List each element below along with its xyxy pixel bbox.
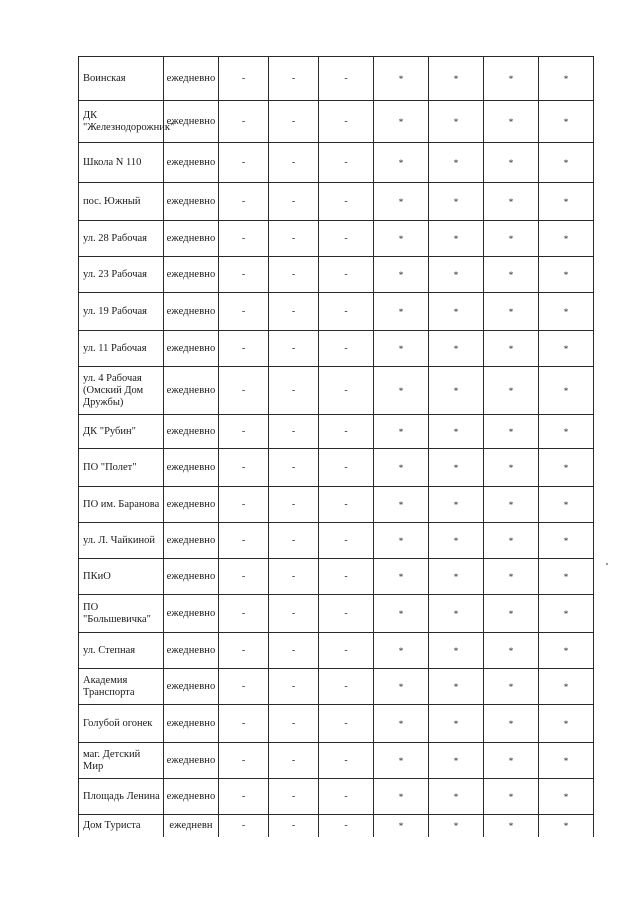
frequency-cell: ежедневно [164, 183, 219, 221]
asterisk-mark-cell: * [484, 415, 539, 449]
asterisk-mark-cell: * [539, 523, 594, 559]
table-row [79, 743, 594, 779]
dash-mark-cell: - [319, 779, 374, 815]
table-row [79, 523, 594, 559]
asterisk-mark-cell: * [374, 101, 429, 143]
asterisk-mark-cell: * [374, 559, 429, 595]
dash-mark-cell: - [219, 143, 269, 183]
dash-mark-cell: - [219, 633, 269, 669]
asterisk-mark-cell: * [429, 183, 484, 221]
dash-mark-cell: - [219, 57, 269, 101]
asterisk-mark-cell: * [539, 331, 594, 367]
dash-mark-cell: - [319, 143, 374, 183]
frequency-cell: ежедневно [164, 415, 219, 449]
dash-mark-cell: - [219, 559, 269, 595]
frequency-cell: ежедневно [164, 633, 219, 669]
dash-mark-cell: - [219, 449, 269, 487]
asterisk-mark-cell: * [539, 183, 594, 221]
asterisk-mark-cell: * [429, 415, 484, 449]
asterisk-mark-cell: * [539, 705, 594, 743]
asterisk-mark-cell: * [484, 633, 539, 669]
dash-mark-cell: - [269, 57, 319, 101]
stop-name-cell: Площадь Ленина [79, 779, 164, 815]
frequency-cell: ежедневно [164, 143, 219, 183]
dash-mark-cell: - [219, 183, 269, 221]
asterisk-mark-cell: * [429, 743, 484, 779]
frequency-cell: ежедневно [164, 367, 219, 415]
table-row [79, 633, 594, 669]
dash-mark-cell: - [319, 367, 374, 415]
asterisk-mark-cell: * [374, 449, 429, 487]
table-row [79, 449, 594, 487]
dash-mark-cell: - [319, 415, 374, 449]
asterisk-mark-cell: * [374, 779, 429, 815]
table-row [79, 559, 594, 595]
stop-name-cell: Дом Туриста [79, 815, 164, 837]
dash-mark-cell: - [219, 779, 269, 815]
asterisk-mark-cell: * [484, 669, 539, 705]
asterisk-mark-cell: * [429, 101, 484, 143]
stop-name-cell: ул. 28 Рабочая [79, 221, 164, 257]
table-row [79, 143, 594, 183]
dash-mark-cell: - [269, 743, 319, 779]
stop-name-cell: ул. Степная [79, 633, 164, 669]
dash-mark-cell: - [319, 293, 374, 331]
table-row [79, 331, 594, 367]
stops-schedule-table [78, 56, 594, 837]
frequency-cell: ежедневно [164, 669, 219, 705]
dash-mark-cell: - [269, 669, 319, 705]
asterisk-mark-cell: * [484, 449, 539, 487]
dash-mark-cell: - [319, 669, 374, 705]
asterisk-mark-cell: * [484, 367, 539, 415]
frequency-cell: ежедневно [164, 705, 219, 743]
stop-name-cell: ПО им. Баранова [79, 487, 164, 523]
dash-mark-cell: - [269, 815, 319, 837]
asterisk-mark-cell: * [374, 669, 429, 705]
asterisk-mark-cell: * [539, 743, 594, 779]
asterisk-mark-cell: * [374, 293, 429, 331]
dash-mark-cell: - [219, 257, 269, 293]
table-row [79, 293, 594, 331]
frequency-cell: ежедневно [164, 101, 219, 143]
dash-mark-cell: - [219, 487, 269, 523]
dash-mark-cell: - [319, 705, 374, 743]
dash-mark-cell: - [219, 331, 269, 367]
dash-mark-cell: - [219, 101, 269, 143]
frequency-cell: ежедневно [164, 449, 219, 487]
scan-speck [606, 563, 608, 565]
table-row [79, 183, 594, 221]
asterisk-mark-cell: * [374, 595, 429, 633]
dash-mark-cell: - [269, 101, 319, 143]
asterisk-mark-cell: * [429, 367, 484, 415]
asterisk-mark-cell: * [484, 487, 539, 523]
dash-mark-cell: - [219, 815, 269, 837]
frequency-cell: ежедневно [164, 331, 219, 367]
asterisk-mark-cell: * [429, 595, 484, 633]
dash-mark-cell: - [319, 257, 374, 293]
asterisk-mark-cell: * [539, 221, 594, 257]
asterisk-mark-cell: * [484, 815, 539, 837]
asterisk-mark-cell: * [374, 487, 429, 523]
dash-mark-cell: - [219, 669, 269, 705]
stop-name-cell: ул. 19 Рабочая [79, 293, 164, 331]
asterisk-mark-cell: * [539, 487, 594, 523]
dash-mark-cell: - [219, 595, 269, 633]
asterisk-mark-cell: * [429, 143, 484, 183]
asterisk-mark-cell: * [539, 669, 594, 705]
dash-mark-cell: - [269, 779, 319, 815]
asterisk-mark-cell: * [374, 415, 429, 449]
stop-name-cell: ул. 11 Рабочая [79, 331, 164, 367]
asterisk-mark-cell: * [374, 331, 429, 367]
dash-mark-cell: - [319, 559, 374, 595]
table-row [79, 101, 594, 143]
dash-mark-cell: - [319, 595, 374, 633]
dash-mark-cell: - [319, 449, 374, 487]
dash-mark-cell: - [319, 523, 374, 559]
stop-name-cell: ПО "Большевичка" [79, 595, 164, 633]
dash-mark-cell: - [319, 183, 374, 221]
frequency-cell: ежедневно [164, 523, 219, 559]
dash-mark-cell: - [219, 415, 269, 449]
dash-mark-cell: - [319, 101, 374, 143]
asterisk-mark-cell: * [539, 415, 594, 449]
dash-mark-cell: - [269, 257, 319, 293]
asterisk-mark-cell: * [429, 705, 484, 743]
asterisk-mark-cell: * [539, 101, 594, 143]
asterisk-mark-cell: * [539, 367, 594, 415]
table-row [79, 815, 594, 837]
asterisk-mark-cell: * [374, 633, 429, 669]
asterisk-mark-cell: * [484, 705, 539, 743]
asterisk-mark-cell: * [539, 57, 594, 101]
asterisk-mark-cell: * [374, 221, 429, 257]
dash-mark-cell: - [269, 595, 319, 633]
asterisk-mark-cell: * [484, 57, 539, 101]
frequency-cell: ежедневно [164, 487, 219, 523]
stop-name-cell: ПКиО [79, 559, 164, 595]
asterisk-mark-cell: * [429, 815, 484, 837]
dash-mark-cell: - [269, 143, 319, 183]
table-row [79, 487, 594, 523]
stop-name-cell: ДК "Рубин" [79, 415, 164, 449]
frequency-cell: ежедневно [164, 293, 219, 331]
asterisk-mark-cell: * [539, 633, 594, 669]
dash-mark-cell: - [269, 331, 319, 367]
table-row [79, 705, 594, 743]
frequency-cell: ежедневно [164, 779, 219, 815]
asterisk-mark-cell: * [429, 669, 484, 705]
dash-mark-cell: - [269, 367, 319, 415]
asterisk-mark-cell: * [374, 367, 429, 415]
asterisk-mark-cell: * [429, 523, 484, 559]
dash-mark-cell: - [319, 487, 374, 523]
dash-mark-cell: - [219, 705, 269, 743]
dash-mark-cell: - [319, 331, 374, 367]
asterisk-mark-cell: * [374, 815, 429, 837]
dash-mark-cell: - [219, 293, 269, 331]
stop-name-cell: ул. Л. Чайкиной [79, 523, 164, 559]
asterisk-mark-cell: * [484, 221, 539, 257]
asterisk-mark-cell: * [374, 257, 429, 293]
table-row [79, 415, 594, 449]
asterisk-mark-cell: * [484, 331, 539, 367]
dash-mark-cell: - [319, 221, 374, 257]
stop-name-cell: Академия Транспорта [79, 669, 164, 705]
dash-mark-cell: - [219, 221, 269, 257]
dash-mark-cell: - [269, 559, 319, 595]
asterisk-mark-cell: * [484, 183, 539, 221]
asterisk-mark-cell: * [374, 183, 429, 221]
frequency-cell: ежедневно [164, 221, 219, 257]
dash-mark-cell: - [319, 633, 374, 669]
dash-mark-cell: - [219, 743, 269, 779]
asterisk-mark-cell: * [374, 705, 429, 743]
asterisk-mark-cell: * [539, 293, 594, 331]
asterisk-mark-cell: * [429, 293, 484, 331]
dash-mark-cell: - [219, 367, 269, 415]
asterisk-mark-cell: * [484, 743, 539, 779]
asterisk-mark-cell: * [539, 449, 594, 487]
asterisk-mark-cell: * [429, 449, 484, 487]
dash-mark-cell: - [319, 57, 374, 101]
asterisk-mark-cell: * [484, 559, 539, 595]
asterisk-mark-cell: * [429, 559, 484, 595]
frequency-cell: ежедневно [164, 595, 219, 633]
asterisk-mark-cell: * [484, 779, 539, 815]
asterisk-mark-cell: * [539, 143, 594, 183]
asterisk-mark-cell: * [374, 743, 429, 779]
asterisk-mark-cell: * [539, 595, 594, 633]
asterisk-mark-cell: * [374, 57, 429, 101]
table-row [79, 257, 594, 293]
asterisk-mark-cell: * [429, 221, 484, 257]
asterisk-mark-cell: * [429, 779, 484, 815]
table-row [79, 367, 594, 415]
dash-mark-cell: - [319, 815, 374, 837]
stop-name-cell: маг. Детский Мир [79, 743, 164, 779]
stop-name-cell: Школа N 110 [79, 143, 164, 183]
table-row [79, 57, 594, 101]
dash-mark-cell: - [269, 633, 319, 669]
asterisk-mark-cell: * [484, 293, 539, 331]
asterisk-mark-cell: * [429, 487, 484, 523]
asterisk-mark-cell: * [484, 257, 539, 293]
frequency-cell: ежедневно [164, 559, 219, 595]
asterisk-mark-cell: * [374, 143, 429, 183]
dash-mark-cell: - [219, 523, 269, 559]
frequency-cell: ежедневн [164, 815, 219, 837]
asterisk-mark-cell: * [484, 101, 539, 143]
table-row [79, 221, 594, 257]
table-row [79, 669, 594, 705]
asterisk-mark-cell: * [484, 143, 539, 183]
dash-mark-cell: - [269, 449, 319, 487]
stop-name-cell: Голубой огонек [79, 705, 164, 743]
dash-mark-cell: - [269, 221, 319, 257]
asterisk-mark-cell: * [429, 331, 484, 367]
dash-mark-cell: - [269, 523, 319, 559]
asterisk-mark-cell: * [539, 815, 594, 837]
asterisk-mark-cell: * [539, 779, 594, 815]
dash-mark-cell: - [269, 705, 319, 743]
frequency-cell: ежедневно [164, 57, 219, 101]
stop-name-cell: ул. 4 Рабочая (Омский Дом Дружбы) [79, 367, 164, 415]
asterisk-mark-cell: * [429, 633, 484, 669]
frequency-cell: ежедневно [164, 257, 219, 293]
stop-name-cell: ПО "Полет" [79, 449, 164, 487]
asterisk-mark-cell: * [429, 57, 484, 101]
dash-mark-cell: - [269, 183, 319, 221]
dash-mark-cell: - [269, 415, 319, 449]
dash-mark-cell: - [269, 293, 319, 331]
asterisk-mark-cell: * [484, 595, 539, 633]
stop-name-cell: ДК "Железнодорожник" [79, 101, 164, 143]
stop-name-cell: ул. 23 Рабочая [79, 257, 164, 293]
table-row [79, 779, 594, 815]
asterisk-mark-cell: * [539, 257, 594, 293]
asterisk-mark-cell: * [484, 523, 539, 559]
frequency-cell: ежедневно [164, 743, 219, 779]
table-row [79, 595, 594, 633]
asterisk-mark-cell: * [539, 559, 594, 595]
stop-name-cell: Воинская [79, 57, 164, 101]
dash-mark-cell: - [319, 743, 374, 779]
dash-mark-cell: - [269, 487, 319, 523]
asterisk-mark-cell: * [374, 523, 429, 559]
asterisk-mark-cell: * [429, 257, 484, 293]
stop-name-cell: пос. Южный [79, 183, 164, 221]
